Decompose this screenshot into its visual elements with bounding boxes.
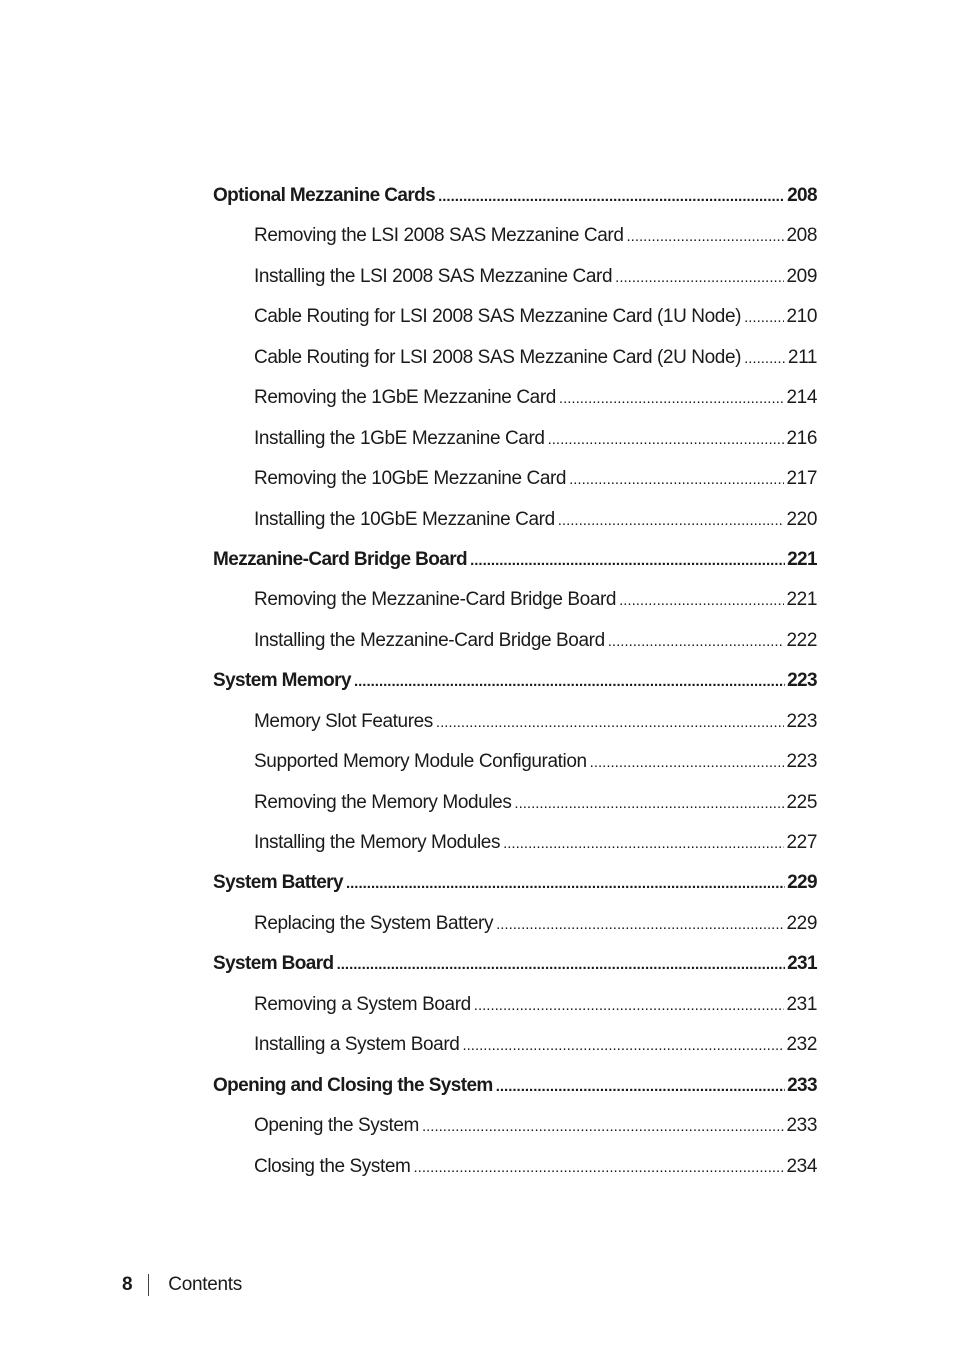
dot-leader [337, 945, 786, 985]
toc-entry-page-number: 225 [786, 791, 817, 813]
toc-entry-title: Memory Slot Features [254, 710, 433, 732]
toc-entry-page-number: 222 [786, 629, 817, 651]
toc-subsection-entry[interactable] [213, 459, 817, 499]
toc-entry-page-number: 229 [786, 912, 817, 934]
toc-entry-title: Opening the System [254, 1115, 419, 1137]
dot-leader [559, 379, 785, 419]
toc-subsection-entry[interactable] [213, 378, 817, 418]
dot-leader [354, 662, 785, 702]
toc-entry-page-number: 208 [786, 225, 817, 247]
toc-subsection-entry[interactable] [213, 257, 817, 297]
toc-entry-page-number: 210 [786, 306, 817, 328]
toc-subsection-entry[interactable] [213, 500, 817, 540]
toc-entry-title: System Board [213, 953, 334, 975]
toc-subsection-entry[interactable] [213, 338, 817, 378]
dot-leader [619, 581, 784, 621]
toc-entry-title: Installing the Memory Modules [254, 832, 501, 853]
toc-subsection-entry[interactable] [213, 1106, 817, 1146]
toc-subsection-entry[interactable] [213, 904, 817, 944]
toc-entry-page-number: 231 [786, 993, 817, 1015]
toc-entry-title: Removing the LSI 2008 SAS Mezzanine Card [254, 225, 624, 247]
toc-subsection-entry[interactable] [213, 419, 817, 459]
toc-entry-title: Installing the LSI 2008 SAS Mezzanine Card [254, 265, 613, 287]
toc-section-entry[interactable] [213, 863, 817, 903]
dot-leader [436, 703, 785, 743]
toc-entry-page-number: 232 [786, 1034, 817, 1056]
toc-entry-title: Removing the 1GbE Mezzanine Card [254, 387, 556, 409]
toc-entry-title: Cable Routing for LSI 2008 SAS Mezzanine Card (1U Node) [254, 306, 742, 328]
toc-entry-page-number: 208 [787, 185, 817, 206]
toc-entry-page-number: 231 [787, 953, 817, 975]
dot-leader [569, 460, 784, 500]
toc-entry-page-number: 223 [786, 751, 817, 773]
dot-leader [474, 986, 785, 1026]
toc-subsection-entry[interactable] [213, 580, 817, 620]
toc-section-entry[interactable] [213, 540, 817, 580]
toc-entry-title: Installing the 10GbE Mezzanine Card [254, 508, 555, 530]
toc-entry-page-number: 211 [787, 346, 817, 368]
toc-entry-title: Closing the System [254, 1155, 411, 1177]
toc-entry-page-number: 221 [786, 589, 817, 611]
dot-leader [413, 1148, 784, 1188]
toc-subsection-entry[interactable] [213, 1147, 817, 1187]
toc-entry-page-number: 229 [787, 872, 817, 894]
toc-entry-title: Replacing the System Battery [254, 912, 494, 934]
toc-entry-page-number: 223 [787, 670, 817, 692]
toc-entry-title: Removing the Memory Modules [254, 791, 512, 813]
toc-entry-page-number: 233 [787, 1074, 817, 1096]
toc-subsection-entry[interactable] [213, 985, 817, 1025]
table-of-contents [213, 176, 817, 1187]
toc-entry-page-number: 209 [786, 265, 817, 287]
toc-subsection-entry[interactable] [213, 216, 817, 256]
toc-subsection-entry[interactable] [213, 823, 817, 863]
toc-entry-page-number: 214 [786, 387, 817, 409]
toc-entry-page-number: 221 [787, 548, 817, 570]
toc-subsection-entry[interactable] [213, 297, 817, 337]
dot-leader [615, 258, 784, 298]
dot-leader [462, 1026, 784, 1066]
dot-leader [496, 1067, 785, 1107]
toc-entry-title: Removing a System Board [254, 993, 471, 1015]
toc-entry-page-number: 220 [786, 508, 817, 530]
toc-entry-title: System Battery [213, 872, 343, 894]
dot-leader [422, 1107, 785, 1147]
dot-leader [438, 177, 785, 217]
toc-entry-title: Installing the Mezzanine-Card Bridge Board [254, 629, 605, 651]
toc-entry-title: Supported Memory Module Configuration [254, 751, 587, 773]
toc-entry-title: Installing the 1GbE Mezzanine Card [254, 427, 545, 449]
toc-entry-page-number: 217 [786, 468, 817, 490]
toc-subsection-entry[interactable] [213, 702, 817, 742]
toc-entry-page-number: 216 [786, 427, 817, 449]
toc-entry-page-number: 223 [786, 710, 817, 732]
toc-subsection-entry[interactable] [213, 742, 817, 782]
dot-leader [608, 622, 785, 662]
dot-leader [346, 864, 785, 904]
toc-entry-title: Optional Mezzanine Cards [213, 185, 436, 206]
toc-entry-title: Cable Routing for LSI 2008 SAS Mezzanine Card (2U Node) [254, 346, 742, 368]
dot-leader [514, 784, 784, 824]
toc-entry-page-number: 234 [786, 1155, 817, 1177]
dot-leader [496, 905, 784, 945]
dot-leader [744, 298, 784, 338]
page-number: 8 [122, 1274, 133, 1295]
footer-section-label: Contents [168, 1274, 242, 1295]
toc-entry-title: System Memory [213, 670, 351, 692]
dot-leader [470, 541, 785, 581]
toc-subsection-entry[interactable] [213, 1025, 817, 1065]
toc-entry-title: Mezzanine-Card Bridge Board [213, 548, 468, 570]
toc-subsection-entry[interactable] [213, 783, 817, 823]
footer-divider [148, 1274, 149, 1296]
dot-leader [558, 501, 785, 541]
dot-leader [503, 824, 784, 864]
toc-entry-title: Opening and Closing the System [213, 1074, 493, 1096]
toc-entry-page-number: 227 [786, 832, 817, 853]
toc-entry-title: Installing a System Board [254, 1034, 460, 1056]
toc-entry-page-number: 233 [786, 1115, 817, 1137]
toc-section-entry[interactable] [213, 176, 817, 216]
toc-section-entry[interactable] [213, 661, 817, 701]
toc-entry-title: Removing the 10GbE Mezzanine Card [254, 468, 567, 490]
dot-leader [744, 339, 786, 379]
page-footer [122, 1270, 242, 1300]
toc-subsection-entry[interactable] [213, 621, 817, 661]
dot-leader [590, 743, 785, 783]
toc-entry-title: Removing the Mezzanine-Card Bridge Board [254, 589, 617, 611]
dot-leader [548, 420, 785, 460]
dot-leader [627, 217, 785, 257]
toc-section-entry[interactable] [213, 944, 817, 984]
toc-section-entry[interactable] [213, 1066, 817, 1106]
